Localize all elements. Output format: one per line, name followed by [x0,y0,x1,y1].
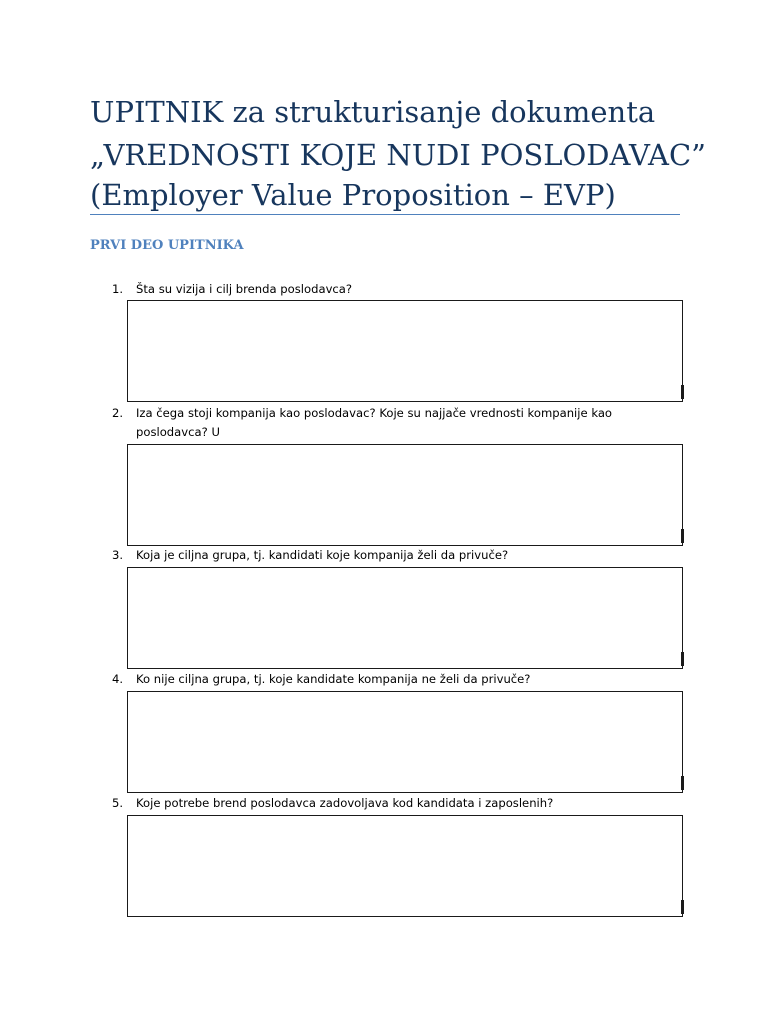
question-number: 5. [112,796,124,810]
question-number: 1. [112,282,124,296]
document-title-line-3: (Employer Value Proposition – EVP) [90,178,616,212]
document-title-line-2: „VREDNOSTI KOJE NUDI POSLODAVAC” [90,138,706,172]
box-edge-marker [681,900,684,914]
box-edge-marker [681,529,684,543]
section-heading: PRVI DEO UPITNIKA [90,238,244,253]
question-text: Iza čega stoji kompanija kao poslodavac? Koje su najjače vrednosti kompanije kao poslodavca? U [136,406,613,439]
question-text: Šta su vizija i cilj brenda poslodavca? [136,282,353,296]
question-number: 4. [112,672,124,686]
answer-box-3[interactable] [127,567,683,669]
question-number: 2. [112,406,124,420]
box-edge-marker [681,652,684,666]
answer-box-4[interactable] [127,691,683,793]
answer-box-2[interactable] [127,444,683,546]
question-text: Koje potrebe brend poslodavca zadovoljava kod kandidata i zaposlenih? [136,796,554,810]
question-text: Koja je ciljna grupa, tj. kandidati koje kompanija želi da privuče? [136,548,509,562]
title-underline-rule [90,214,680,215]
answer-box-5[interactable] [127,815,683,917]
question-text: Ko nije ciljna grupa, tj. koje kandidate kompanija ne želi da privuče? [136,672,531,686]
box-edge-marker [681,385,684,399]
document-title-line-1: UPITNIK za strukturisanje dokumenta [90,95,656,129]
answer-box-1[interactable] [127,300,683,402]
box-edge-marker [681,776,684,790]
question-number: 3. [112,548,124,562]
